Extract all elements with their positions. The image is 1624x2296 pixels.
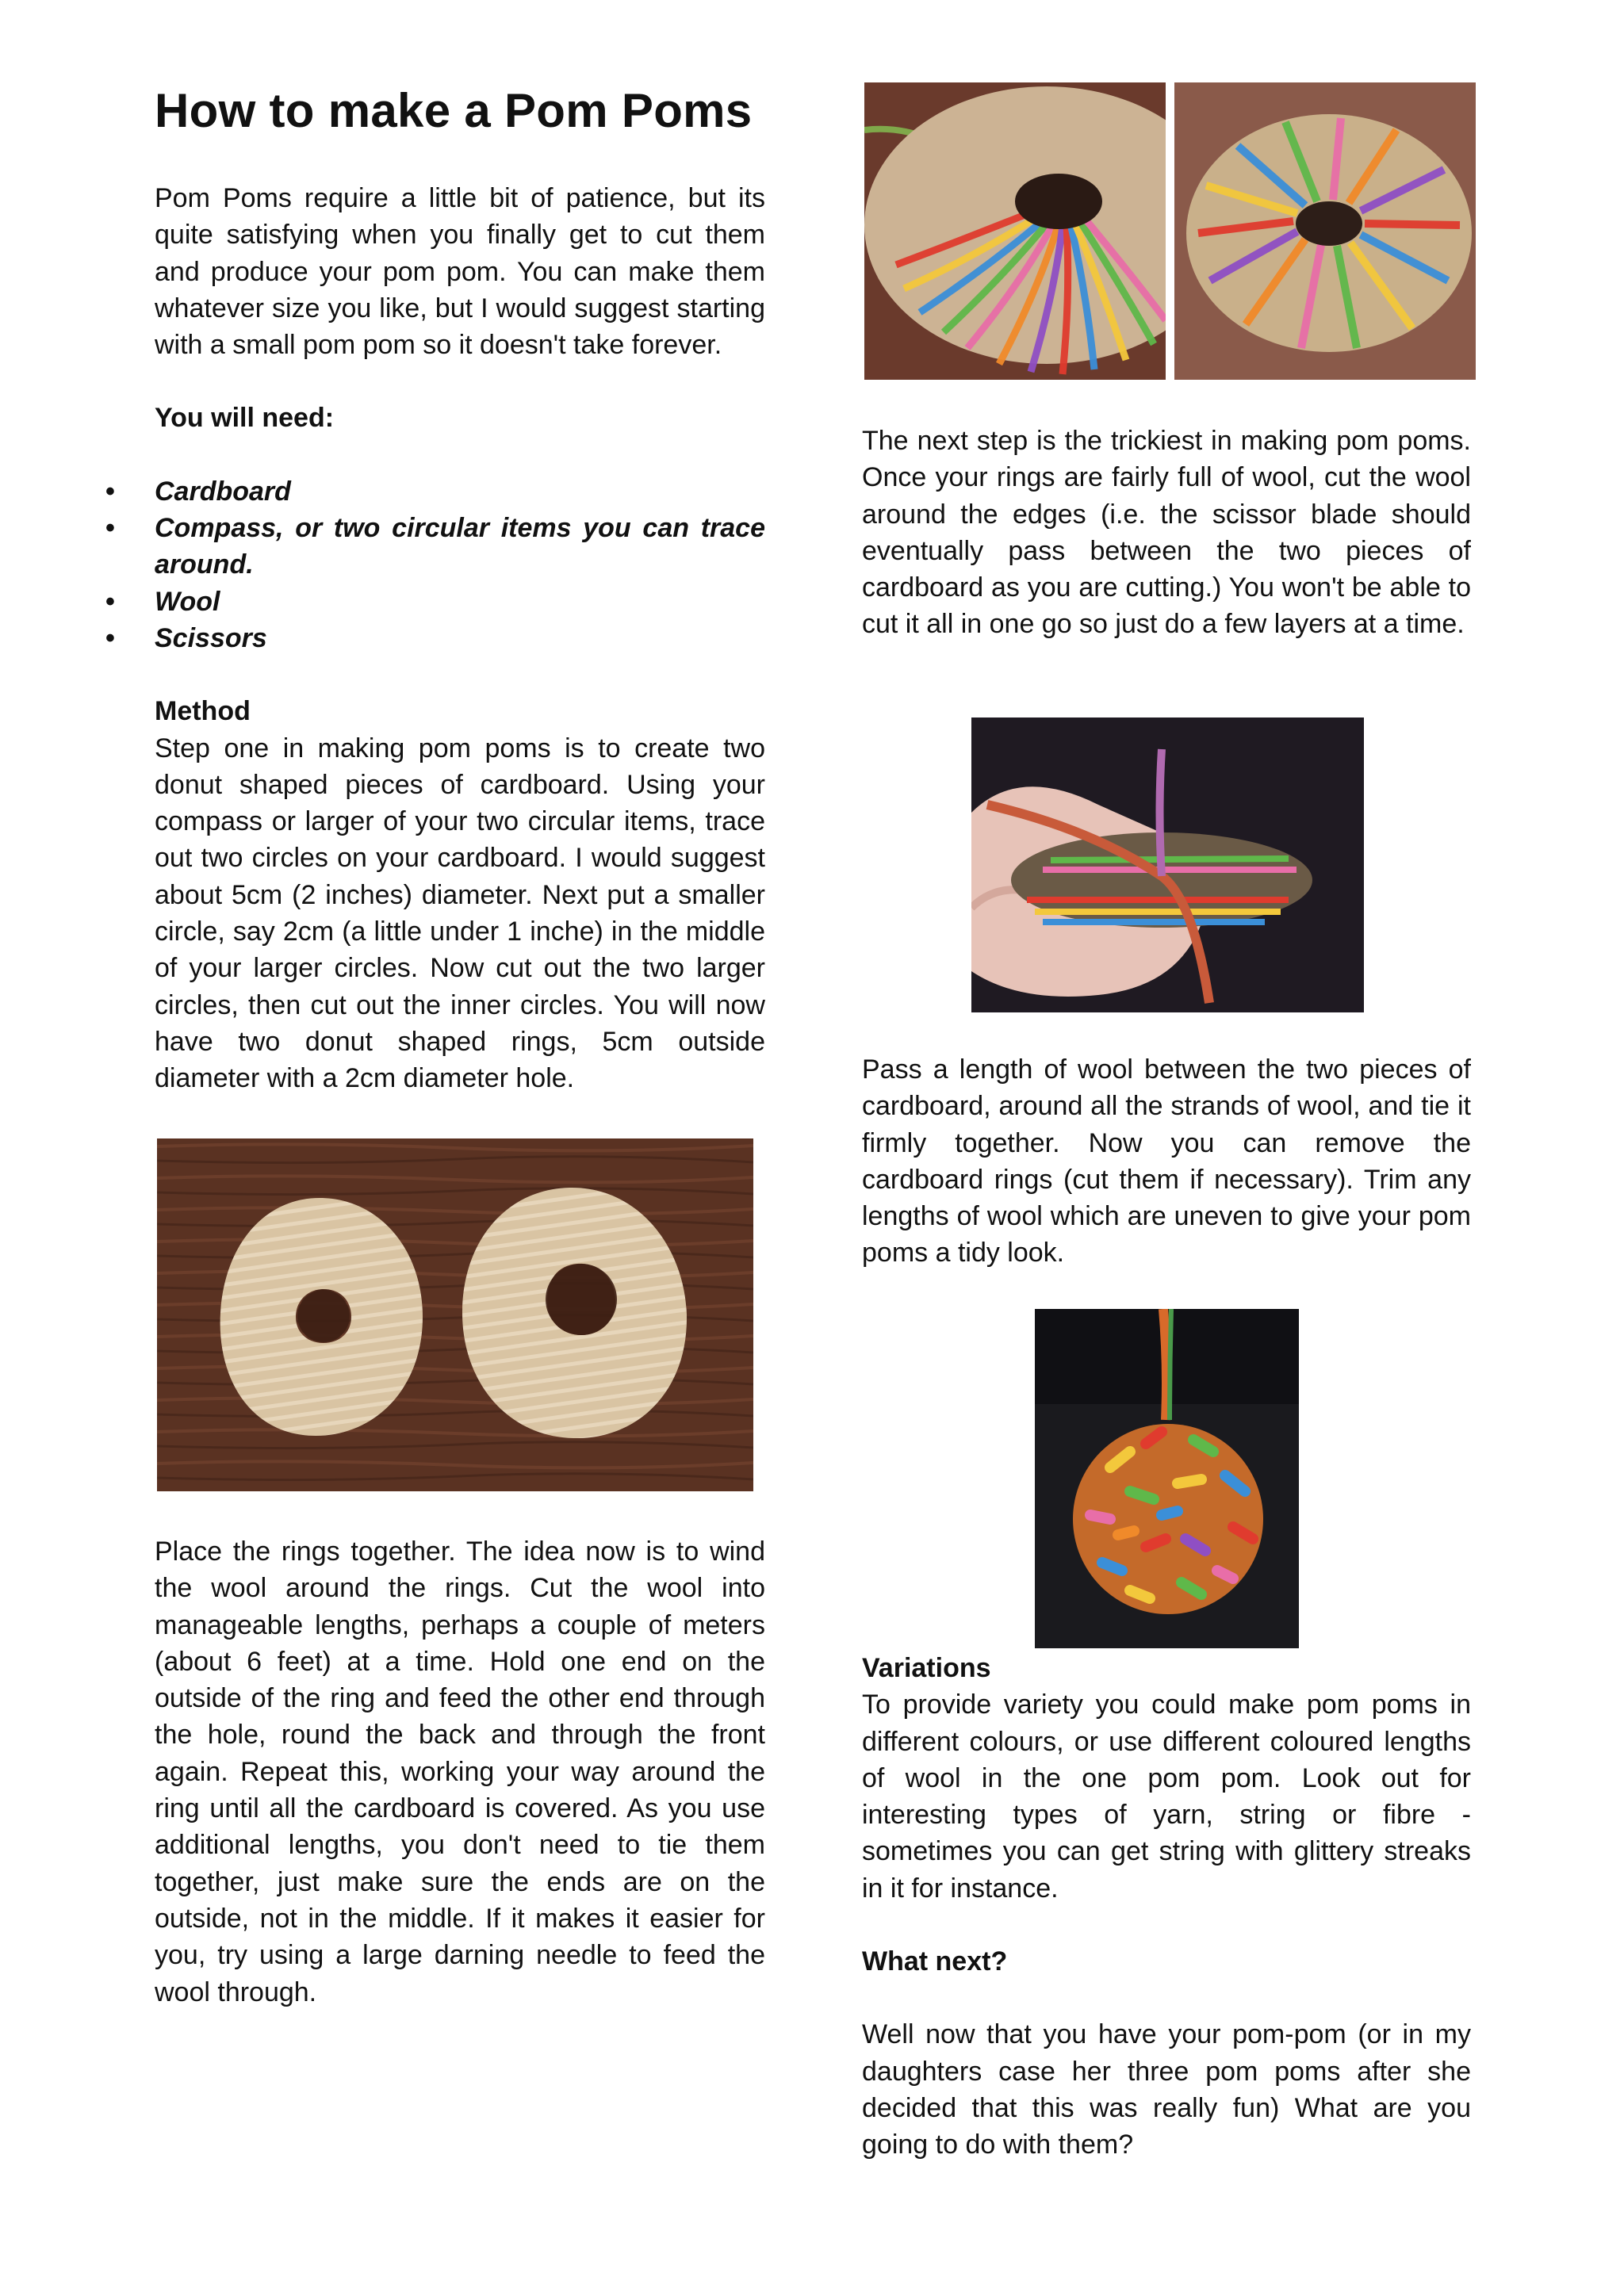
page-title: How to make a Pom Poms — [155, 84, 753, 137]
method-heading: Method — [155, 696, 251, 727]
method-step-two: Place the rings together. The idea now is to wind the wool around the rings. Cut the wool into manageable lengths, perhaps a couple of meters (about 6 feet) at a time. Hold one end on the outside of the ring and feed the other end through the hole, round the back and through the front again. Repeat this, working your way around the ring until all the cardboard is covered. As you use additional lengths, you don't need to tie them together, just make sure the ends are on the outside, not in the middle. If it makes it easier for you, try using a large darning needle to feed the wool through. — [155, 1536, 765, 2007]
wool-wrapped-ring-photo-two — [1174, 82, 1476, 380]
list-item: • Compass, or two circular items you can trace around. — [155, 510, 765, 584]
you-will-need-heading: You will need: — [155, 403, 335, 434]
method-step-four: Pass a length of wool between the two pieces of cardboard, around all the strands of wool, and tie it firmly together. Now you can remove the cardboard rings (cut them if necessary). Trim any lengths of wool which are uneven to give your pom poms a tidy look. — [862, 1054, 1471, 1269]
list-item: • Wool — [155, 584, 765, 620]
variations-section — [862, 1650, 1471, 2164]
variations-heading: Variations — [862, 1653, 991, 1683]
intro-paragraph: Pom Poms require a little bit of patience, but its quite satisfying when you finally get to cut them and produce your pom pom. You can make them whatever size you like, but I would suggest starting with a small pom pom so it doesn't take forever. — [155, 183, 765, 361]
list-item: • Scissors — [155, 620, 765, 656]
what-next-heading: What next? — [862, 1946, 1008, 1977]
what-next-paragraph: Well now that you have your pom-pom (or in my daughters case her three pom poms after she decided that this was really fun) What are you going to do with them? — [862, 2019, 1471, 2160]
list-item: • Cardboard — [155, 473, 765, 510]
cardboard-rings-photo — [157, 1138, 753, 1491]
method-step-three: The next step is the trickiest in making pom poms. Once your rings are fairly full of wool, cut the wool around the edges (i.e. the scissor blade should eventually pass between the two pieces of cardboard as you are cutting.) You won't be able to cut it all in one go so just do a few layers at a time. — [862, 426, 1471, 640]
left-column — [155, 79, 765, 1097]
variations-paragraph: To provide variety you could make pom poms in different colours, or use different coloured lengths of wool in the one pom pom. Look out for interesting types of yarn, string or fibre - sometimes you can get string with glittery streaks in it for instance. — [862, 1689, 1471, 1904]
tying-wool-photo — [971, 718, 1364, 1012]
finished-pom-pom-photo — [1035, 1309, 1299, 1648]
wool-wrapped-ring-photo-one — [864, 82, 1166, 380]
method-step-one: Step one in making pom poms is to create two donut shaped pieces of cardboard. Using your compass or larger of your two circular items, trace out two circles on your cardboard. I would suggest about 5cm (2 inches) diameter. Next put a smaller circle, say 2cm (a little under 1 inche) in the middle of your larger circles. Now cut out the two larger circles, then cut out the inner circles. You will now have two donut shaped rings, 5cm outside diameter with a 2cm diameter hole. — [155, 733, 765, 1094]
materials-list — [155, 473, 765, 656]
